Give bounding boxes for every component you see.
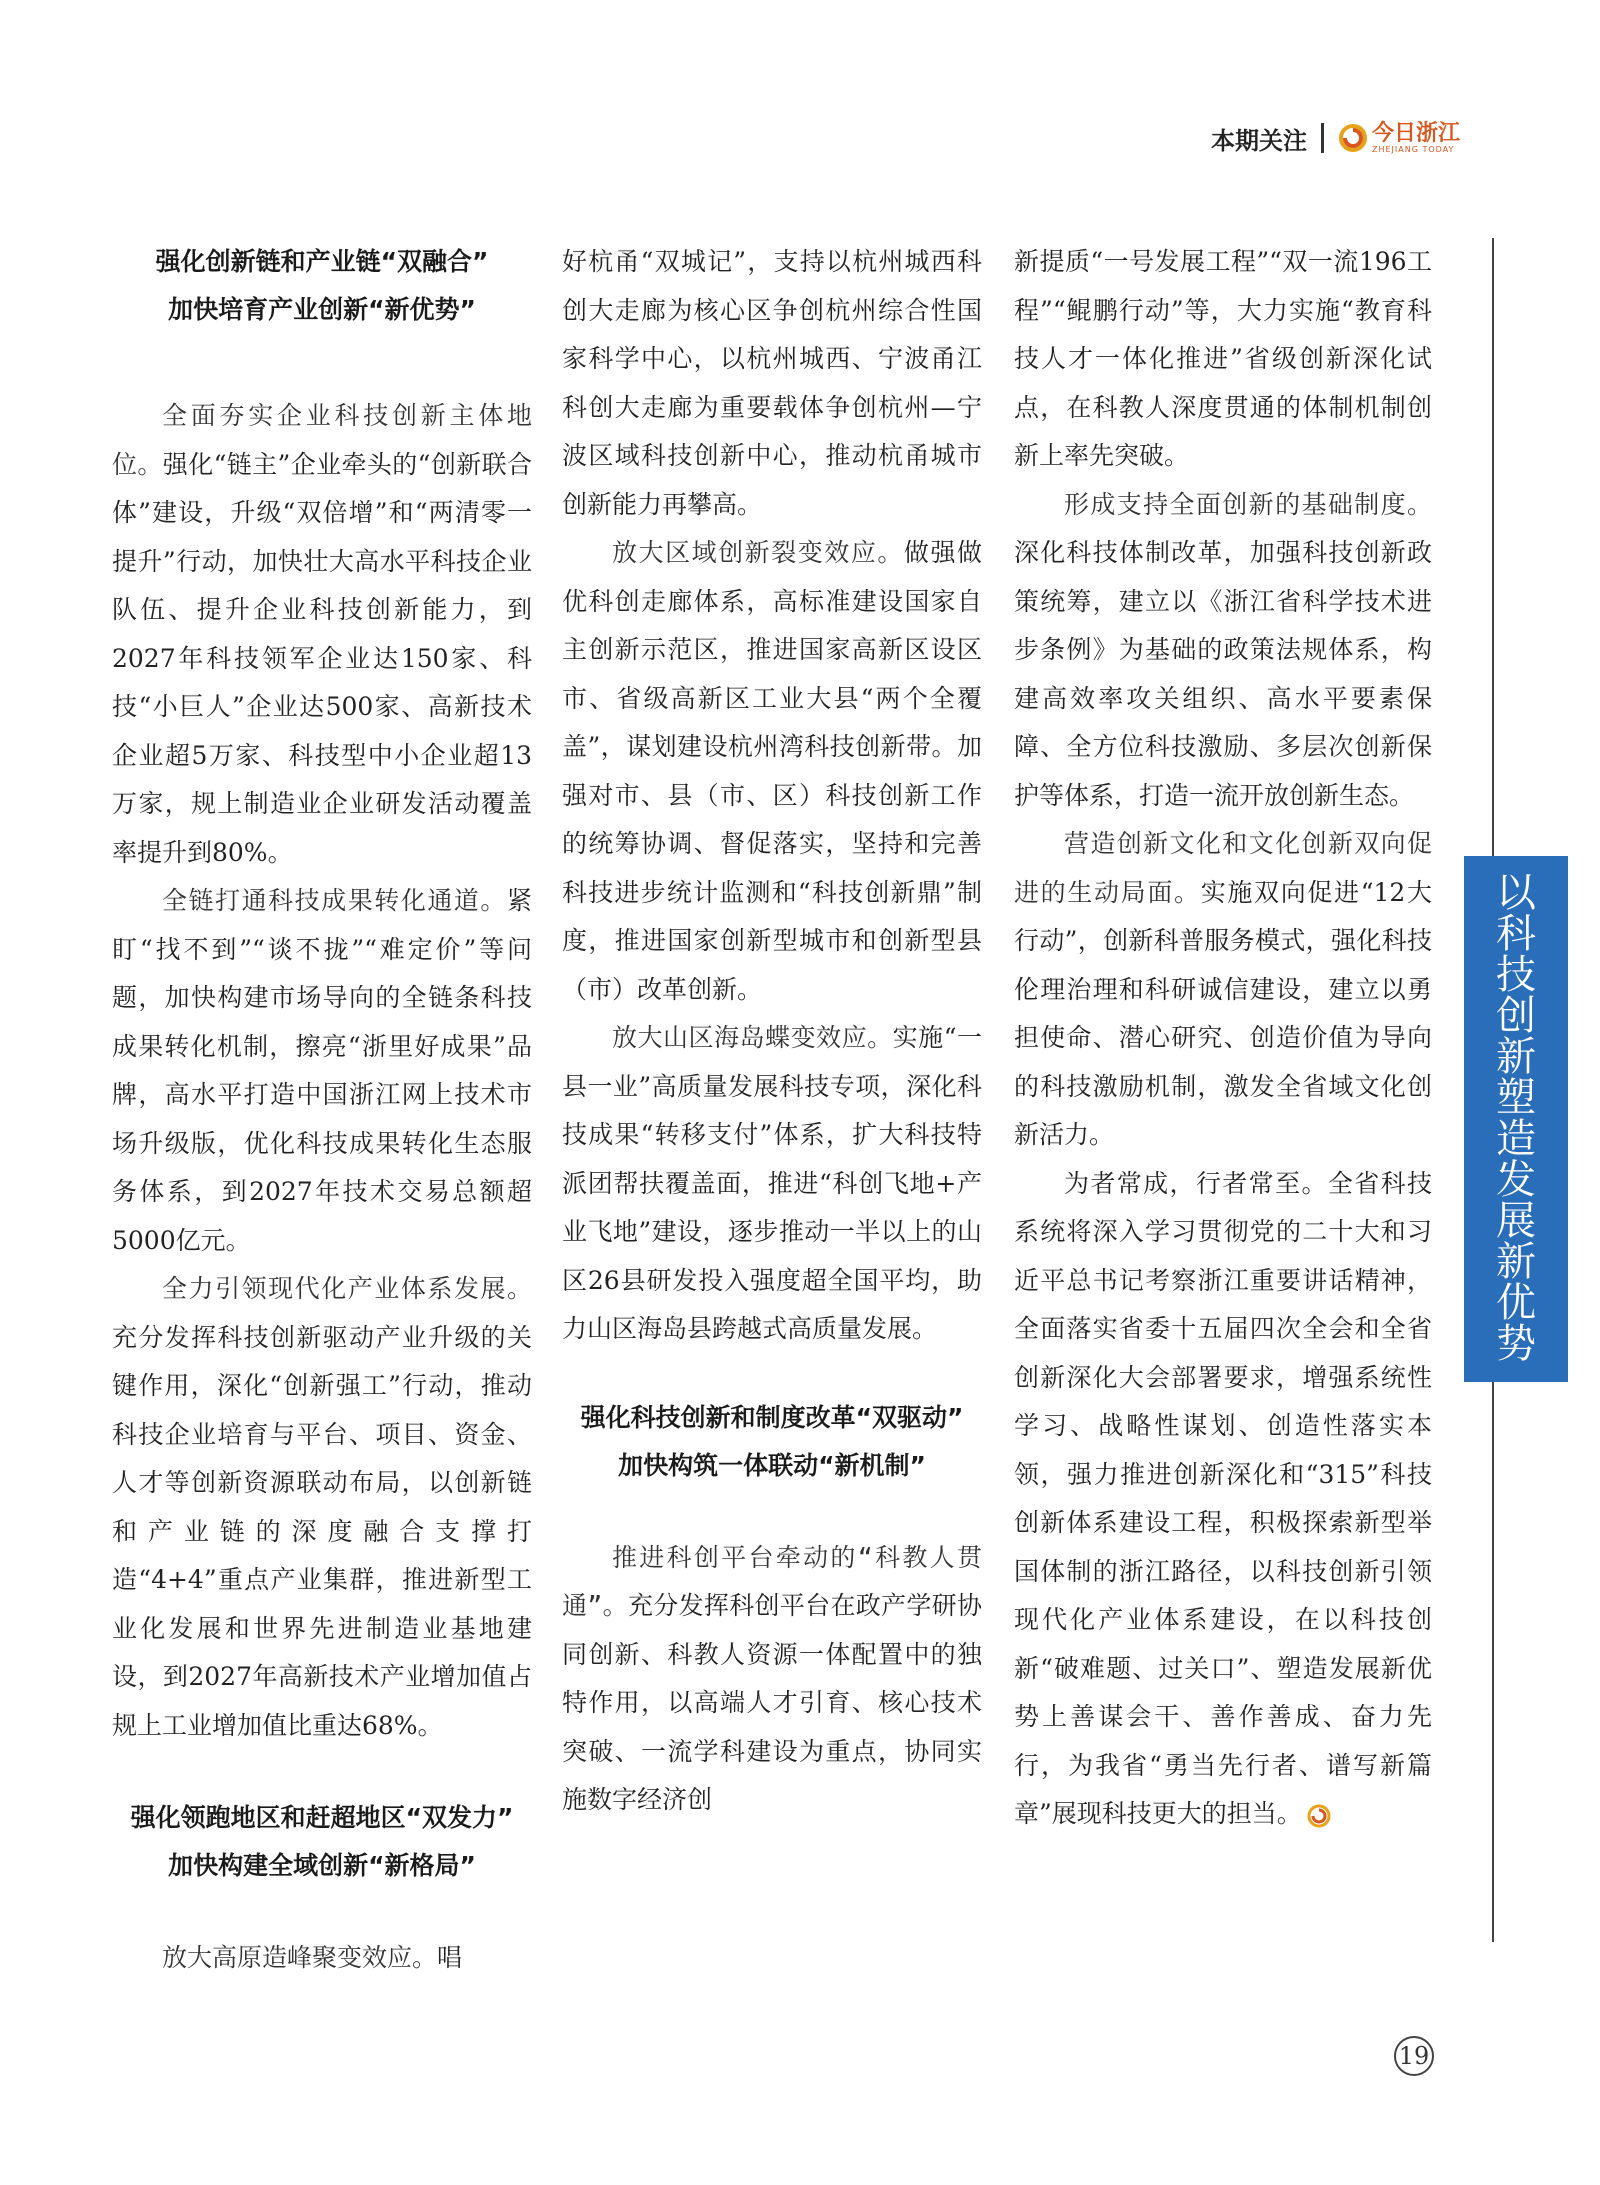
- paragraph-body: 充分发挥科技创新驱动产业升级的关键作用，深化“创新强工”行动，推动科技企业培育与平台、项目、资金、人才等创新资源联动布局，以创新链和产业链的深度融合支撑打造“4+4”重点产业集群，推进新型工业化发展和世界先进制造业基地建设，到2027年高新技术产业增加值占规上工业增加值比重达68%。: [112, 1322, 532, 1740]
- paragraph-lead: 营造创新文化和文化创新双向促进的生动局面。: [1014, 829, 1432, 907]
- paragraph: [562, 1534, 982, 1825]
- paragraph-lead: 推进科创平台牵动的“科教人贯通”。: [562, 1542, 982, 1620]
- logo-chinese: 今日浙江: [1371, 120, 1460, 146]
- paragraph: [112, 877, 532, 1265]
- paragraph-body: 唱: [437, 1943, 463, 1972]
- paragraph-body: 实施双向促进“12大行动”，创新科普服务模式，强化科技伦理治理和科研诚信建设，建立以勇担使命、潜心研究、创造价值为导向的科技激励机制，激发全省域文化创新活力。: [1014, 877, 1432, 1149]
- side-title-char: 新: [1496, 1239, 1536, 1285]
- side-title-char: 势: [1496, 1321, 1536, 1367]
- section-label: 本期关注: [1210, 126, 1307, 155]
- subheading-line: 强化科技创新和制度改革“双驱动”: [580, 1402, 964, 1432]
- subheading-line: 强化领跑地区和赶超地区“双发力”: [130, 1803, 514, 1832]
- page-number: [1394, 2036, 1434, 2076]
- paragraph-lead: 放大高原造峰聚变效应。: [162, 1943, 438, 1972]
- paragraph-body: 深化科技体制改革，加强科技创新政策统筹，建立以《浙江省科学技术进步条例》为基础的政策法规体系，构建高效率攻关组织、高水平要素保障、全方位科技激励、多层次创新保护等体系，打造一流开放创新生态。: [1014, 538, 1432, 810]
- paragraph-body: 新提质“一号发展工程”“双一流196工程”“鲲鹏行动”等，大力实施“教育科技人才一体化推进”省级创新深化试点，在科教人深度贯通的体制机制创新上率先突破。: [1014, 247, 1432, 470]
- paragraph: [112, 1934, 532, 1983]
- side-title-char: 技: [1496, 952, 1536, 998]
- side-title-char: 以: [1496, 870, 1536, 916]
- page-number-value: 19: [1394, 2036, 1434, 2076]
- header-divider: [1321, 123, 1324, 153]
- column-2: [562, 238, 982, 1825]
- side-title-char: 创: [1496, 993, 1536, 1039]
- paragraph: [562, 238, 982, 529]
- paragraph-body: 为者常成，行者常至。全省科技系统将深入学习贯彻党的二十大和习近平总书记考察浙江重要讲话精神，全面落实省委十五届四次全会和全省创新深化大会部署要求，增强系统性学习、战略性谋划、创造性落实本领，强力推进创新深化和“315”科技创新体系建设工程，积极探索新型举国体制的浙江路径，以科技创新引领现代化产业体系建设，在以科技创新“破难题、过关口”、塑造发展新优势上善谋会干、善作善成、奋力先行，为我省“勇当先行者、谱写新篇章”展现科技更大的担当。: [1014, 1168, 1432, 1828]
- paragraph: [1014, 1160, 1432, 1839]
- page-header: [1211, 118, 1460, 158]
- paragraph-body: 强化“链主”企业牵头的“创新联合体”建设，升级“双倍增”和“两清零一提升”行动，加快壮大高水平科技企业队伍、提升企业科技创新能力，到2027年科技领军企业达150家、科技“小巨人”企业达500家、高新技术企业超5万家、科技型中小企业超13万家，规上制造业企业研发活动覆盖率提升到80%。: [112, 449, 532, 867]
- paragraph: [1014, 238, 1432, 481]
- side-title-char: 展: [1496, 1198, 1536, 1244]
- side-title-char: 塑: [1496, 1075, 1536, 1121]
- side-title-char: 优: [1496, 1280, 1536, 1326]
- paragraph-lead: 全面夯实企业科技创新主体地位。: [112, 401, 532, 479]
- paragraph-body: 充分发挥科创平台在政产学研协同创新、科教人资源一体配置中的独特作用，以高端人才引育、核心技术突破、一流学科建设为重点，协同实施数字经济创: [562, 1591, 982, 1814]
- vertical-rule: [1492, 238, 1494, 856]
- end-mark-icon: [1306, 1803, 1332, 1829]
- paragraph: [1014, 481, 1432, 821]
- side-title-tab: [1464, 856, 1568, 1382]
- paragraph: [562, 529, 982, 1014]
- paragraph: [562, 1014, 982, 1354]
- subheading-line: 加快培育产业创新“新优势”: [168, 295, 476, 324]
- paragraph: [112, 392, 532, 877]
- paragraph-body: 好杭甬“双城记”，支持以杭州城西科创大走廊为核心区争创杭州综合性国家科学中心，以杭州城西、宁波甬江科创大走廊为重要载体争创杭州—宁波区域科技创新中心，推动杭甬城市创新能力再攀高。: [562, 247, 982, 519]
- subheading-line: 强化创新链和产业链“双融合”: [155, 247, 489, 276]
- subheading-2: [112, 1794, 532, 1890]
- paragraph-lead: 全链打通科技成果转化通道。: [162, 886, 507, 915]
- side-title-char: 科: [1496, 911, 1536, 957]
- logo-swirl-icon: [1338, 123, 1368, 153]
- paragraph-body: 实施“一县一业”高质量发展科技专项，深化科技成果“转移支付”体系，扩大科技特派团帮扶覆盖面，推进“科创飞地+产业飞地”建设，逐步推动一半以上的山区26县研发投入强度超全国平均，助力山区海岛县跨越式高质量发展。: [562, 1023, 982, 1343]
- logo-english: ZHEJIANG TODAY: [1371, 145, 1455, 154]
- paragraph-lead: 全力引领现代化产业体系发展。: [162, 1274, 532, 1303]
- column-1: [112, 238, 532, 1983]
- vertical-rule: [1492, 1382, 1494, 1942]
- paragraph: [112, 1265, 532, 1750]
- paragraph-body: 做强做优科创走廊体系，高标准建设国家自主创新示范区，推进国家高新区设区市、省级高新区工业大县“两个全覆盖”，谋划建设杭州湾科技创新带。加强对市、县（市、区）科技创新工作的统筹协调、督促落实，坚持和完善科技进步统计监测和“科技创新鼎”制度，推进国家创新型城市和创新型县（市）改革创新。: [562, 538, 982, 1004]
- paragraph-body: 紧盯“找不到”“谈不拢”“难定价”等问题，加快构建市场导向的全链条科技成果转化机制，擦亮“浙里好成果”品牌，高水平打造中国浙江网上技术市场升级版，优化科技成果转化生态服务体系，到2027年技术交易总额超5000亿元。: [112, 886, 532, 1255]
- paragraph-lead: 放大区域创新裂变效应。: [612, 538, 904, 567]
- paragraph-lead: 放大山区海岛蝶变效应。: [612, 1023, 893, 1052]
- paragraph-lead: 形成支持全面创新的基础制度。: [1064, 489, 1432, 519]
- magazine-logo: [1338, 122, 1460, 154]
- subheading-1: [112, 238, 532, 334]
- side-title-char: 发: [1496, 1157, 1536, 1203]
- subheading-line: 加快构筑一体联动“新机制”: [618, 1450, 926, 1480]
- subheading-line: 加快构建全域创新“新格局”: [168, 1851, 476, 1880]
- side-title-char: 造: [1496, 1116, 1536, 1162]
- side-title-char: 新: [1496, 1034, 1536, 1080]
- paragraph: [1014, 820, 1432, 1160]
- subheading-3: [562, 1394, 982, 1490]
- column-3: [1014, 238, 1432, 1839]
